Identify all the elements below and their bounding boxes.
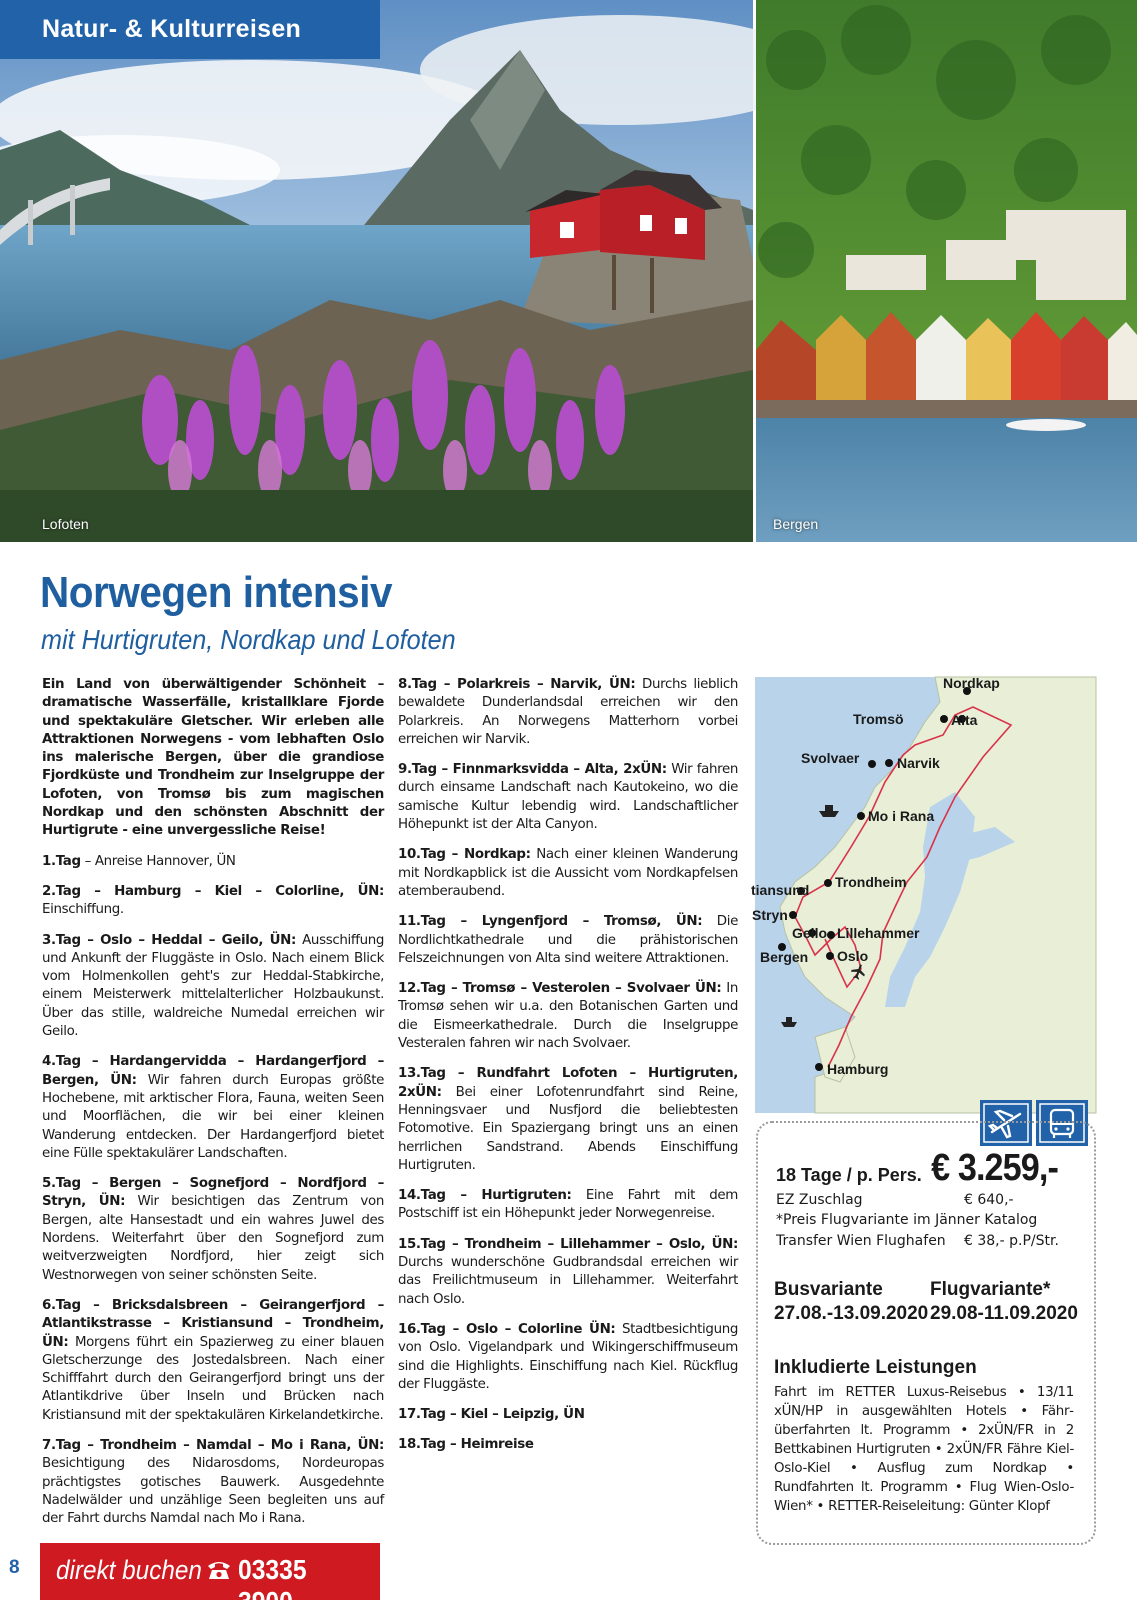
day-text: Die Nordlichtkathedrale und die prähistorischen Felszeichnungen von Alta sind weitere Attraktionen. [398,914,738,966]
price-box [756,1121,1096,1545]
day-item [398,1065,738,1175]
day-item [398,676,738,749]
map-label-geilo: Geilo [792,925,828,941]
map-label-alta: Alta [951,712,978,728]
day-text: Durchs wunderschöne Gudbrandsdal erreichen wir das Freilichtmuseum in Lillehammer. Weiterfahrt nach Oslo. [398,1255,738,1307]
map-label-lillehammer: Lillehammer [837,925,920,941]
day-heading: 4.Tag – Hardangervidda – Hardangerfjord – Bergen, ÜN: [42,1054,384,1088]
category-banner: Natur- & Kulturreisen [0,0,380,59]
day-heading: 13.Tag – Rundfahrt Lofoten – Hurtigruten, 2xÜN: [398,1066,738,1100]
day-text: Einschiffung. [42,902,124,918]
day-heading: 7.Tag – Trondheim – Namdal – Mo i Rana, ÜN: [42,1437,384,1453]
surcharge-value: € 640,- [964,1192,1014,1208]
flight-variant-date: 29.08-11.09.2020 [930,1303,1078,1324]
day-text: Stadtbesichtigung von Oslo. Vigelandpark und Wikingerschiffmuseum sind die Highlights. Einschiffung nach Kiel. Rückflug der Fluggäste. [398,1321,738,1392]
bus-variant-date: 27.08.-13.09.2020 [774,1303,929,1324]
flight-price-note: *Preis Flugvariante im Jänner Katalog [776,1212,1038,1228]
day-item [398,1406,738,1424]
intro-text: Ein Land von überwältigender Schönheit – dramatische Wasserfälle, kristallklare Fjorde und spektakuläre Gletscher. Wir erleben alle Attraktionen Norwegens - vom lebhaften Oslo ins malerische Bergen, über die grandiose Fjordküste und Trondheim zur Inselgruppe der Lofoten, von Tromsø bis zum magischen Nordkap und den schönsten Abschnitt der Hurtigrute - eine unvergessliche Reise! [42,677,384,839]
day-text: Wir fahren durch Europas größte Hochebene, mit arktischer Flora, Fauna, weiten Seen und Moorflächen, die wir bei einer kleinen Wanderung entdecken. Der Hardangerfjord bietet eine Fülle spektakulärer Landschaften. [42,1072,384,1161]
day-item [42,883,384,920]
surcharge-label: EZ Zuschlag [776,1192,863,1208]
itinerary-column-1 [42,676,384,1540]
day-item [42,1175,384,1285]
day-heading: 12.Tag – Tromsø – Vesterolen – Svolvaer ÜN: [398,981,722,997]
day-heading: 18.Tag – Heimreise [398,1437,534,1453]
booking-label: direkt buchen [56,1555,202,1585]
flight-variant-label: Flugvariante* [930,1279,1051,1300]
phone-icon [206,1559,232,1581]
trip-price: € 3.259,- [931,1147,1058,1189]
day-text: Wir besichtigen das Zentrum von Bergen, alte Hansestadt und ein wahres Juwel des Nordens. Weiterfahrt über den Sognefjord zum weitverzweigten Nordfjord, hier zeigt sich Westnorwegen von seiner schönsten Seite. [42,1194,384,1283]
booking-bar[interactable] [40,1543,380,1617]
day-item [42,1437,384,1528]
day-heading: 5.Tag – Bergen – Sognefjord – Nordfjord – Stryn, ÜN: [42,1176,384,1210]
day-item [42,853,384,871]
map-label-bergen: Bergen [760,949,809,965]
day-item [398,846,738,901]
day-item [398,1187,738,1224]
included-services-text: Fahrt im RETTER Luxus-Reisebus • 13/11 xÜN/HP in ausgewählten Hotels • Fährüberfahrten lt. Programm • 2xÜN/FR in 2 Bettkabinen Hurtigruten • 2xÜN/FR Fähre Kiel-Oslo-Kiel • Ausflug zum Nordkap • Rundfahrten lt. Programm • Flug Wien-Oslo-Wien* • RETTER-Reiseleitung: Günter Klopf [774,1385,1074,1514]
map-label-narvik: Narvik [897,755,940,771]
map-label-mo-i-rana: Mo i Rana [868,808,935,824]
day-item [42,1297,384,1425]
day-heading: 14.Tag – Hurtigruten: [398,1188,572,1204]
photo-caption-lofoten: Lofoten [42,516,89,532]
day-item [398,1321,738,1394]
map-label-kristiansund: tiansund [751,882,810,898]
itinerary-column-2 [398,676,738,1467]
day-heading: 3.Tag – Oslo – Heddal – Geilo, ÜN: [42,932,296,948]
day-heading: 10.Tag – Nordkap: [398,847,531,863]
transfer-value: € 38,- p.P/Str. [964,1233,1059,1249]
map-label-oslo: Oslo [837,948,869,964]
day-heading: 11.Tag – Lyngenfjord – Tromsø, ÜN: [398,914,703,930]
map-label-hamburg: Hamburg [827,1061,889,1077]
day-text: Bei einer Lofotenrundfahrt sind Reine, Henningsvaer und Nusfjord die beliebtesten Fotomotive. Ein Spaziergang bringt uns an einen herrlichen Sandstrand. Abends Einschiffung Hurtigruten. [398,1084,738,1173]
map-label-trondheim: Trondheim [835,874,907,890]
map-label-nordkap: Nordkap [943,675,1000,691]
airport-transfer [776,1233,1076,1249]
day-text: Wir fahren durch einsame Landschaft nach Kautokeino, wo die samische Kultur lebendig wird. Landschaftlicher Höhepunkt ist der Alta Canyon. [398,762,738,833]
day-item [398,913,738,968]
map-label-stryn: Stryn [752,907,788,923]
day-text: Durchs lieblich bewaldete Dunderlandsdal erreichen wir den Polarkreis. An Norwegens Matterhorn vorbei erreichen wir Narvik. [398,677,739,747]
day-text: Ausschiffung und Ankunft der Fluggäste in Oslo. Nach einem Blick vom Holmenkollen geht's zur Heddal-Stabkirche, einem Meisterwerk mittelalterlicher Holzbaukunst. Über das stille, waldreiche Numedal erreichen wir Geilo. [42,932,384,1040]
day-heading: 17.Tag – Kiel – Leipzig, ÜN [398,1407,585,1423]
booking-phone-number[interactable]: 03335 3900 [238,1554,307,1617]
day-heading: 8.Tag – Polarkreis – Narvik, ÜN: [398,677,636,692]
day-item [42,1053,384,1163]
day-heading: 16.Tag – Oslo – Colorline ÜN: [398,1321,616,1337]
day-item [398,761,738,834]
page-title: Norwegen intensiv [40,568,393,617]
map-label-tromso: Tromsö [853,711,904,727]
day-item [398,980,738,1053]
day-text: Eine Fahrt mit dem Postschiff ist ein Höhepunkt jeder Norwegenreise. [398,1188,738,1222]
bergen-photo [756,0,1137,542]
day-heading: 15.Tag – Trondheim – Lillehammer – Oslo, ÜN: [398,1236,738,1252]
bus-variant-label: Busvariante [774,1279,883,1300]
page-number: 8 [9,1557,20,1578]
single-room-surcharge [776,1192,1076,1208]
day-item [398,1236,738,1309]
map-label-svolvaer: Svolvaer [801,750,860,766]
day-text: – Anreise Hannover, ÜN [80,853,236,869]
day-text: Besichtigung des Nidarosdoms, Nordeuropas prächtigstes gotisches Bauwerk. Ausgedehnte Nadelwälder und unzählige Seen begleiten uns auf der Fahrt durchs Namdal nach Mo i Rana. [42,1456,384,1527]
day-item [398,1436,738,1454]
page-subtitle: mit Hurtigruten, Nordkap und Lofoten [41,624,456,655]
day-heading: 2.Tag – Hamburg – Kiel – Colorline, ÜN: [42,883,384,899]
day-text: In Tromsø sehen wir u.a. den Botanischen Garten und die Eismeerkathedrale. Durch die Inselgruppe Vesteralen fahren wir nach Svolvaer. [398,981,738,1052]
day-heading: 1.Tag [42,853,81,869]
lofoten-photo [0,0,753,542]
photo-caption-bergen: Bergen [773,516,819,532]
day-text: Nach einer kleinen Wanderung mit Nordkapblick ist die Aussicht vom Nordkapfelsen atemberaubend. [398,847,738,899]
day-heading: 6.Tag – Bricksdalsbreen – Geirangerfjord – Atlantikstrasse – Kristiansund – Trondheim, ÜN: [42,1297,384,1350]
day-item [42,932,384,1042]
trip-duration: 18 Tage / p. Pers. [776,1165,922,1185]
day-heading: 9.Tag – Finnmarksvidda – Alta, 2xÜN: [398,762,667,778]
day-text: Morgens führt ein Spazierweg zu einer blauen Gletscherzunge des Jostedalsbreen. Nach einer Schifffahrt durch den Geirangerfjord bringt uns der Atlantikdrive über Inseln und Brücken nach Kristiansund mit der spektakulären Kirkelandetkirche. [42,1334,384,1423]
included-services-title: Inkludierte Leistungen [774,1357,977,1378]
route-map [751,675,1096,1113]
transfer-label: Transfer Wien Flughafen [776,1233,946,1249]
